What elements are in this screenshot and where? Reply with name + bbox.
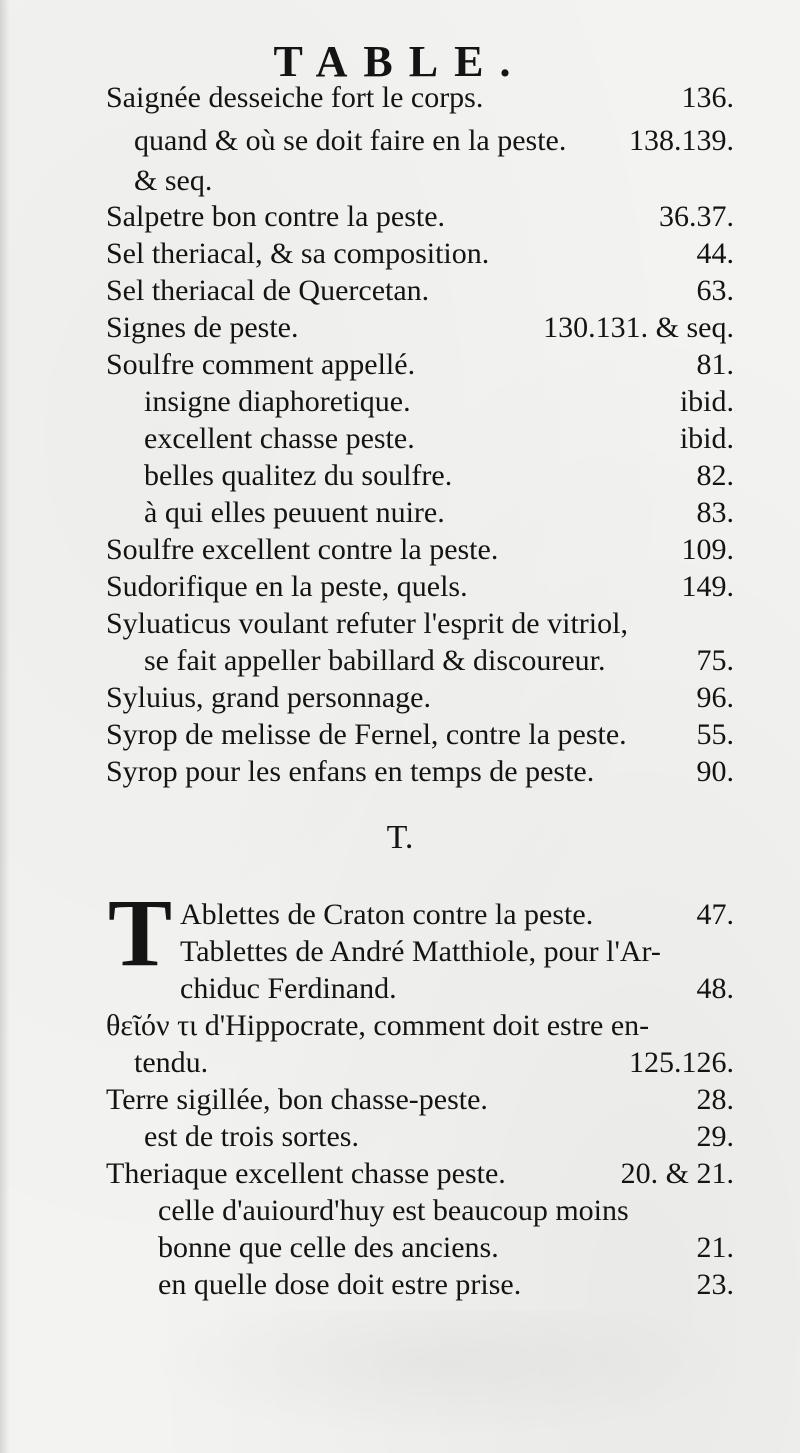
index-entry [0,1006,800,1046]
index-entry [0,271,800,311]
entry-text: Syluius, grand personnage. [106,681,431,714]
index-entry [0,493,800,533]
entry-page: 36.37. [659,200,734,233]
drop-cap: T [108,879,173,986]
entry-text: Ablettes de Craton contre la peste. [180,898,594,931]
index-entry [0,895,800,935]
index-entry [0,715,800,755]
entry-page: ibid. [679,422,734,455]
entry-text: insigne diaphoretique. [144,385,411,418]
entry-text: celle d'auiourd'huy est beaucoup moins [158,1194,629,1227]
entry-text: Tablettes de André Matthiole, pour l'Ar- [180,935,661,968]
entry-text: θεῖόν τι d'Hippocrate, comment doit estre en- [106,1009,650,1042]
entry-page: 21. [696,1231,734,1264]
entry-text: Terre sigillée, bon chasse-peste. [106,1083,488,1116]
entry-page: 83. [696,496,734,529]
index-entry [0,456,800,496]
entry-text: quand & où se doit faire en la peste. [134,124,567,157]
entry-text: tendu. [134,1046,209,1079]
index-entry [0,567,800,607]
entry-page: 149. [681,570,734,603]
entry-page: 47. [696,898,734,931]
entry-text: Salpetre bon contre la peste. [106,200,446,233]
entry-page: 75. [696,644,734,677]
index-entry [0,1043,800,1083]
entry-text: Saignée desseiche fort le corps. [106,81,484,114]
index-entry [0,678,800,718]
entry-page: 96. [696,681,734,714]
index-entry [0,969,800,1009]
entry-page: 44. [696,237,734,270]
entry-text: & seq. [134,164,213,197]
running-head: TABLE. [273,37,527,86]
entry-page: 81. [696,348,734,381]
index-entry [0,932,800,972]
index-entry [0,1117,800,1157]
entry-page: 138.139. [629,124,734,157]
index-entry [0,1154,800,1194]
index-entry [0,197,800,237]
entry-text: en quelle dose doit estre prise. [158,1268,522,1301]
index-entry [0,308,800,348]
index-entry [0,121,800,161]
index-entry [0,234,800,274]
section-heading: T. [386,819,414,856]
entry-page: ibid. [679,385,734,418]
entry-text: chiduc Ferdinand. [180,972,397,1005]
index-entry [0,604,800,644]
entry-text: belles qualitez du soulfre. [144,459,453,492]
index-entry [0,1191,800,1231]
entry-text: Theriaque excellent chasse peste. [106,1157,506,1190]
entry-page: 130.131. & seq. [543,311,734,344]
entry-page: 23. [696,1268,734,1301]
index-entry [0,419,800,459]
entry-page: 90. [696,755,734,788]
index-entry [0,382,800,422]
entry-text: Syrop pour les enfans en temps de peste. [106,755,595,788]
index-entry [0,1080,800,1120]
entry-page: 29. [696,1120,734,1153]
entry-text: Syrop de melisse de Fernel, contre la peste. [106,718,627,751]
entry-page: 109. [681,533,734,566]
index-entry [0,345,800,385]
entry-text: Sudorifique en la peste, quels. [106,570,468,603]
index-entry [0,752,800,792]
index-entry [0,530,800,570]
index-entry [0,1228,800,1268]
index-entry [0,641,800,681]
entry-text: Soulfre excellent contre la peste. [106,533,499,566]
entry-page: 136. [681,81,734,114]
index-entry [0,161,800,201]
entry-page: 28. [696,1083,734,1116]
entry-text: Syluaticus voulant refuter l'esprit de vitriol, [106,607,628,640]
entry-text: bonne que celle des anciens. [158,1231,499,1264]
entry-text: à qui elles peuuent nuire. [144,496,445,529]
entry-text: Sel theriacal, & sa composition. [106,237,490,270]
entry-page: 125.126. [629,1046,734,1079]
entry-text: est de trois sortes. [144,1120,359,1153]
index-entry [0,78,800,118]
entry-page: 82. [696,459,734,492]
entry-text: excellent chasse peste. [144,422,415,455]
entry-page: 48. [696,972,734,1005]
entry-page: 63. [696,274,734,307]
entry-text: Soulfre comment appellé. [106,348,416,381]
entry-text: Sel theriacal de Quercetan. [106,274,430,307]
index-entry [0,1265,800,1305]
entry-text: se fait appeller babillard & discoureur. [144,644,606,677]
entry-page: 20. & 21. [620,1157,734,1190]
entry-page: 55. [696,718,734,751]
entry-text: Signes de peste. [106,311,299,344]
show-through-smudge [140,1310,740,1440]
